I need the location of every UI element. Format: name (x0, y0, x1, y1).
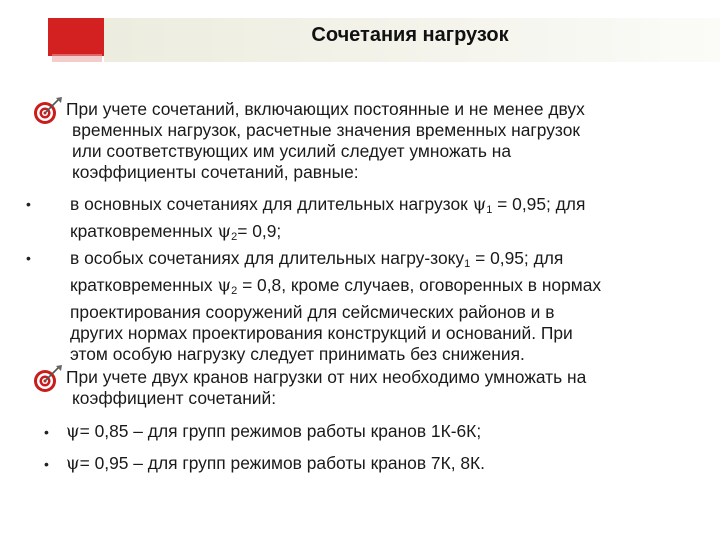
paragraph-2 (66, 367, 586, 409)
header-accent-shadow (52, 54, 102, 62)
psi-symbol: ψ (472, 195, 487, 215)
bullet-2-text-d: = 0,8, кроме случаев, оговоренных в нормах (237, 275, 602, 295)
bullet-marker: • (26, 250, 31, 266)
bullet-item-2 (70, 248, 601, 365)
paragraph-1-line-4: коэффициенты сочетаний, равные: (72, 162, 359, 182)
psi-symbol: ψ (66, 422, 80, 442)
bullet-1-text-c: кратковременных (70, 221, 218, 241)
paragraph-2-line-1: При учете двух кранов нагрузки от них необходимо умножать на (66, 367, 587, 387)
bullet-2-line-3: проектирования сооружений для сейсмических районов и в (70, 302, 555, 322)
subscript: 2 (231, 285, 238, 297)
subscript: 1 (486, 204, 493, 216)
paragraph-1-line-1: При учете сочетаний, включающих постоянные и не менее двух (66, 99, 585, 119)
paragraph-1 (66, 99, 585, 183)
bullet-1-text-a: в основных сочетаниях для длительных нагрузок (70, 194, 473, 214)
slide-title: Сочетания нагрузок (311, 24, 509, 46)
bullet-1-text-b: = 0,95; для (492, 194, 586, 214)
paragraph-2-line-2: коэффициент сочетаний: (72, 388, 277, 408)
bullet-2-text-c: кратковременных (70, 275, 218, 295)
psi-symbol: ψ (217, 222, 232, 242)
paragraph-1-line-2: временных нагрузок, расчетные значения временных нагрузок (72, 120, 580, 140)
target-arrow-icon (32, 96, 64, 128)
target-arrow-icon (32, 364, 64, 396)
bullet-2-line-4: других нормах проектирования конструкций и оснований. При (70, 323, 573, 343)
bullet-3-text: = 0,85 – для групп режимов работы кранов 1К-6К; (79, 421, 482, 441)
bullet-item-3 (66, 421, 481, 443)
subscript: 2 (231, 231, 238, 243)
bullet-2-text-a: в особых сочетаниях для длительных нагру-зоку (70, 248, 465, 268)
bullet-2-text-b: = 0,95; для (470, 248, 564, 268)
bullet-4-text: = 0,95 – для групп режимов работы кранов 7К, 8К. (79, 453, 486, 473)
psi-symbol: ψ (217, 276, 232, 296)
bullet-marker: • (44, 424, 49, 440)
bullet-item-1 (70, 194, 585, 248)
header-accent-block (48, 18, 104, 56)
bullet-marker: • (44, 456, 49, 472)
bullet-marker: • (26, 196, 31, 212)
paragraph-1-line-3: или соответствующих им усилий следует умножать на (72, 141, 512, 161)
bullet-2-line-5: этом особую нагрузку следует принимать без снижения. (70, 344, 525, 364)
subscript: 1 (464, 258, 471, 270)
bullet-1-text-d: = 0,9; (237, 221, 282, 241)
bullet-item-4 (66, 453, 485, 475)
psi-symbol: ψ (66, 454, 80, 474)
